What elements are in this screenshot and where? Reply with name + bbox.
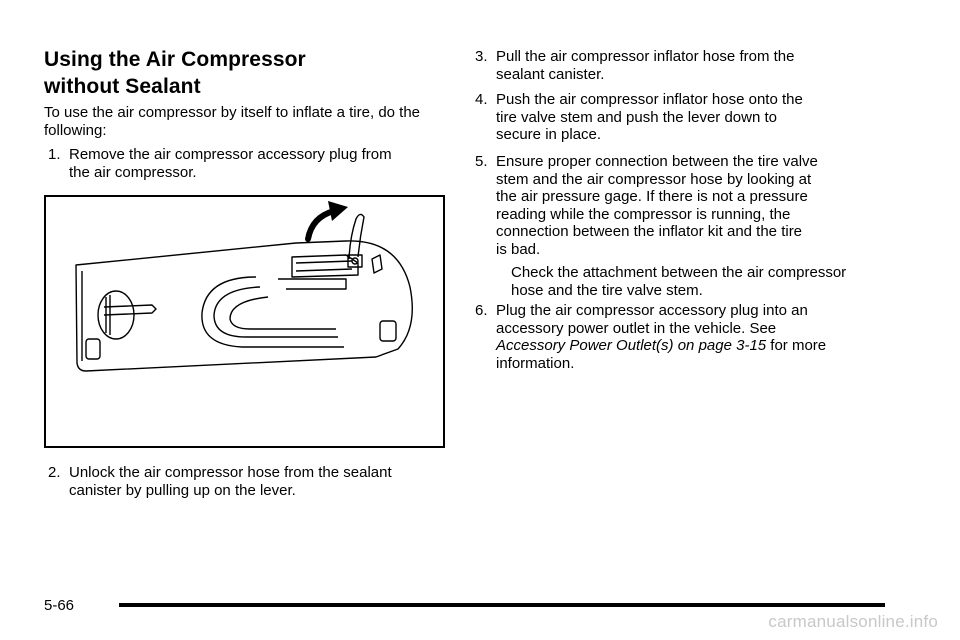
- step-text-line: tire valve stem and push the lever down to: [496, 108, 777, 126]
- step-text-line: reading while the compressor is running, the: [496, 205, 791, 223]
- step-3: [475, 48, 915, 88]
- note-line: Check the attachment between the air compressor: [511, 264, 847, 281]
- step-text-line: secure in place.: [496, 126, 602, 144]
- pull-up-arrow: [308, 201, 348, 239]
- step-6: [475, 302, 915, 382]
- cross-reference-link[interactable]: Accessory Power Outlet(s) on page 3-15: [496, 337, 767, 355]
- step-text-fragment: for more: [766, 337, 827, 355]
- step-text-line: Pull the air compressor inflator hose from the: [496, 48, 795, 65]
- step-text: [496, 91, 803, 144]
- step-text: [496, 153, 818, 259]
- note-line: hose and the tire valve stem.: [511, 281, 703, 299]
- site-watermark: carmanualsonline.info: [768, 612, 938, 631]
- page-number: 5-66: [44, 597, 75, 614]
- section-title-line-2: without Sealant: [44, 75, 201, 98]
- step-text-line: canister by pulling up on the lever.: [69, 481, 296, 499]
- step-text-line: connection between the inflator kit and the tire: [496, 223, 803, 241]
- step-number: 6.: [475, 302, 488, 319]
- foot-left: [86, 339, 100, 359]
- step-text-line: is bad.: [496, 240, 541, 258]
- step-text-line: Remove the air compressor accessory plug from: [69, 146, 392, 163]
- foot-right: [380, 321, 396, 341]
- step-number: 2.: [48, 464, 61, 481]
- step-5: [475, 153, 915, 263]
- section-title: [44, 46, 306, 100]
- step-text-line: Push the air compressor inflator hose onto the: [496, 91, 803, 108]
- compressor-drawing: [46, 197, 443, 446]
- step-text-line: the air pressure gage. If there is not a pressure: [496, 188, 808, 206]
- step-4: [475, 91, 915, 151]
- intro-paragraph: To use the air compressor by itself to inflate a tire, do the following:: [44, 104, 421, 139]
- step-text-line: the air compressor.: [69, 163, 197, 181]
- step-text-line: information.: [496, 354, 575, 372]
- step-text-line: sealant canister.: [496, 65, 605, 83]
- step-number: 1.: [48, 146, 61, 163]
- step-2: [48, 464, 438, 504]
- step-text: [496, 302, 826, 372]
- release-lever: [349, 214, 364, 259]
- step-number: 4.: [475, 91, 488, 108]
- step-text: [69, 146, 392, 181]
- step-text-line: Ensure proper connection between the tire valve: [496, 153, 818, 170]
- connection-note: [511, 264, 911, 299]
- compressor-lever-illustration: [44, 195, 445, 448]
- step-text: [496, 48, 794, 83]
- step-text: [69, 464, 392, 499]
- step-number: 5.: [475, 153, 488, 170]
- step-text-line: Unlock the air compressor hose from the sealant: [69, 464, 392, 481]
- step-text-line: stem and the air compressor hose by looking at: [496, 170, 812, 188]
- step-text-line: accessory power outlet in the vehicle. See: [496, 319, 777, 337]
- step-text-line: Plug the air compressor accessory plug into an: [496, 302, 808, 319]
- section-title-line-1: Using the Air Compressor: [44, 48, 306, 71]
- step-1: [48, 146, 438, 186]
- footer-rule: [119, 603, 885, 607]
- step-number: 3.: [475, 48, 488, 65]
